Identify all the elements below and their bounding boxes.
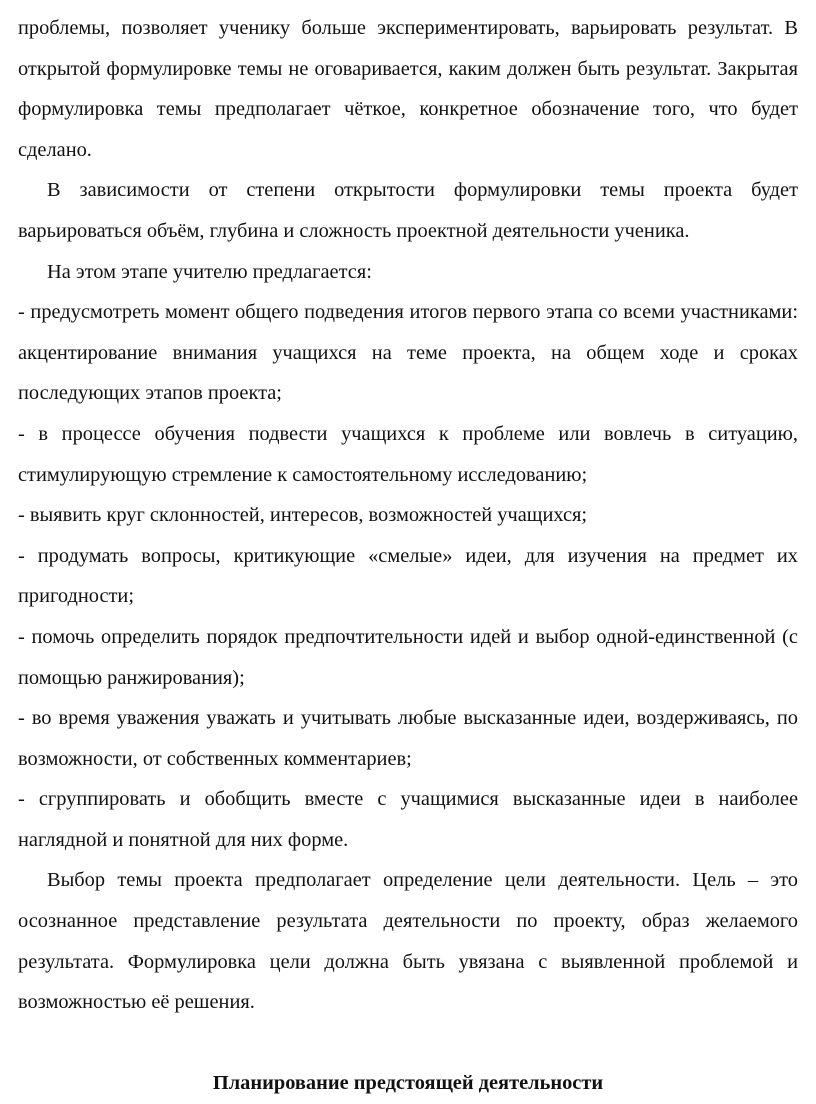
list-item: - выявить круг склонностей, интересов, возможностей учащихся; [18,504,588,527]
blank-line [18,1023,798,1064]
paragraph-openness: В зависимости от степени открытости формулировки темы проекта будет варьироваться объём, глубина и сложность проектной деятельности ученика. [18,179,798,242]
list-item: - продумать вопросы, критикующие «смелые» идеи, для изучения на предмет их пригодности; [18,544,798,608]
list-item: - предусмотреть момент общего подведения итогов первого этапа со всеми участниками: акцентирование внимания учащихся на теме проекта, на общем ходе и сроках последующих этапов проекта; [18,301,798,405]
document-page [18,8,798,1104]
paragraph-continuation: проблемы, позволяет ученику больше экспериментировать, варьировать результат. В открытой формулировке темы не оговаривается, каким должен быть результат. Закрытая формулировка темы предполагает чёткое, конкретное обозначение того, что будет сделано. [18,17,798,161]
paragraph-teacher-intro: На этом этапе учителю предлагается: [47,260,372,283]
list-item: - в процессе обучения подвести учащихся к проблеме или вовлечь в ситуацию, стимулирующую стремление к самостоятельному исследованию; [18,422,798,486]
section-heading: Планирование предстоящей деятельности [212,1072,604,1095]
list-item: - помочь определить порядок предпочтительности идей и выбор одной-единственной (с помощью ранжирования); [18,625,798,689]
paragraph-goal: Выбор темы проекта предполагает определение цели деятельности. Цель – это осознанное представление результата деятельности по проекту, образ желаемого результата. Формулировка цели должна быть увязана с выявленной проблемой и возможностью её решения. [18,869,798,1014]
list-item: - сгруппировать и обобщить вместе с учащимися высказанные идеи в наиболее наглядной и понятной для них форме. [18,788,798,851]
list-item: - во время уважения уважать и учитывать любые высказанные идеи, воздерживаясь, по возможности, от собственных комментариев; [18,707,798,770]
